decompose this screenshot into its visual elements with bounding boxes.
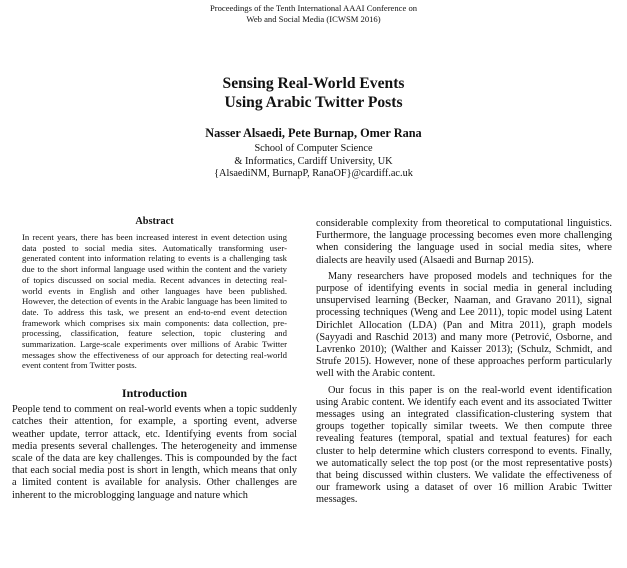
right-column [316,218,612,507]
introduction-paragraph-2: Many researchers have proposed models and techniques for the purpose of identifying events in social media in general including unsupervised learning (Becker, Naaman, and Gravano 2011), signal processing techniques (Weng and Lee 2011), topic model using Latent Dirichlet Allocation (LDA) (Pan and Mitra 2011), graph models (Sayyadi and Raschid 2013) and many more (Petrović, Osborne, and Lavrenko 2010); (Walther and Kaisser 2013); (Schulz, Schmidt, and Strufe 2015). However, none of these approaches perform particularly well with the Arabic content. [316,270,612,380]
introduction-paragraph-1: People tend to comment on real-world events when a topic suddenly catches their attention, for example, a sporting event, adverse weather update, terror attack, etc. Identifying events from social media presents several challenges. The heterogeneity and immense scale of the data are key challenges. This is compounded by the fact that each social media post is short in length, which means that only a limited content is available for analysis. Other challenges are inherent to the microblogging language and nature which [12,404,297,501]
introduction-paragraph-1-continued: considerable complexity from theoretical to computational linguistics. Furthermore, the language processing becomes even more challenging when considering the language used in social media sites, where dialects are heavily used (Alsaedi and Burnap 2015). [316,218,612,266]
proceedings-line-2: Web and Social Media (ICWSM 2016) [246,13,381,24]
introduction-heading: Introduction [121,386,188,401]
affiliation-line-2: & Informatics, Cardiff University, UK [234,155,393,167]
abstract-text: In recent years, there has been increased interest in event detection using data posted to social media sites. Automatically transforming user-generated content into information relating to events is a challenging task due to the short informal language used within the content and the variety of topics discussed on social media. Recent advances in detecting real-world events in English and other languages have been published. However, the detection of events in the Arabic language has been limited to date. To address this task, we present an end-to-end event detection framework which comprises six main components: data collection, pre-processing, classification, feature selection, topic clustering and summarization. Large-scale experiments over millions of Arabic Twitter messages show the effectiveness of our approach for detecting real-world event content from Twitter posts. [22,232,287,371]
introduction-paragraph-3: Our focus in this paper is on the real-world event identification using Arabic content. We identify each event and its associated Twitter messages using an integrated classification-clustering system that groups together topically similar tweets. We then compute three revealing features (temporal, spatial and textual features) for each cluster to help determine which clusters correspond to events. Finally, we automatically select the top post (or the most representative posts) that being discussed within clusters. We validate the effectiveness of our framework using a dataset of over 16 million Arabic Twitter messages. [316,384,612,506]
title-line-2: Using Arabic Twitter Posts [224,94,403,111]
affiliation-line-1: School of Computer Science [254,143,373,154]
paper-title [0,74,627,112]
abstract-heading: Abstract [135,216,174,227]
title-line-1: Sensing Real-World Events [222,75,405,92]
proceedings-line-1: Proceedings of the Tenth International AAAI Conference on [209,3,418,13]
author-list: Nasser Alsaedi, Pete Burnap, Omer Rana [205,126,422,140]
proceedings-header [0,3,627,24]
left-column [12,216,297,502]
author-emails: {AlsaediNM, BurnapP, RanaOF}@cardiff.ac.uk [214,168,413,180]
affiliation-block [0,143,627,181]
